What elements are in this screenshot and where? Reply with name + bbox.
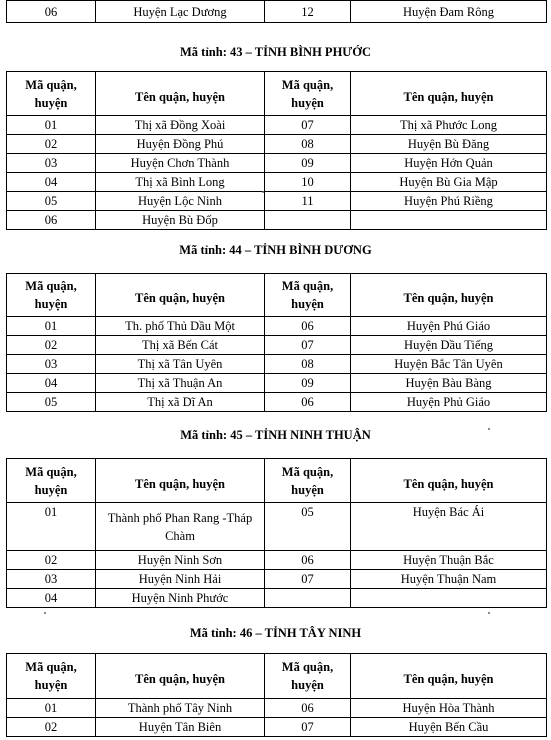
- district-name: Huyện Dầu Tiếng: [351, 336, 547, 355]
- district-name: Huyện Chơn Thành: [96, 154, 265, 173]
- table-header-row: [7, 72, 547, 116]
- top-continuation-table: [6, 0, 546, 23]
- section-title: Mã tỉnh: 44 – TỈNH BÌNH DƯƠNG: [179, 243, 372, 257]
- header-code: Mã quận, huyện: [7, 654, 96, 699]
- district-code: 06: [265, 699, 351, 718]
- district-code: 01: [7, 116, 96, 135]
- district-name: Huyện Bù Gia Mập: [351, 173, 547, 192]
- district-code: 04: [7, 374, 96, 393]
- header-name: Tên quận, huyện: [96, 72, 265, 116]
- district-name: Huyện Bù Đăng: [351, 135, 547, 154]
- table-row: [7, 551, 547, 570]
- district-name: Huyện Ninh Phước: [96, 589, 265, 608]
- scan-speck: [488, 428, 490, 430]
- district-code: 06: [265, 551, 351, 570]
- table-row: [7, 1, 547, 23]
- district-code: 08: [265, 135, 351, 154]
- table-header-row: [7, 654, 547, 699]
- header-name: Tên quận, huyện: [96, 654, 265, 699]
- table-row: [7, 374, 547, 393]
- table-row: [7, 192, 547, 211]
- table-row: [7, 570, 547, 589]
- district-name: Thị xã Tân Uyên: [96, 355, 265, 374]
- table-row: [7, 336, 547, 355]
- district-name: Thị xã Bến Cát: [96, 336, 265, 355]
- district-name: Huyện Bến Cầu: [351, 718, 547, 737]
- district-name: Thị xã Bình Long: [96, 173, 265, 192]
- district-code: 07: [265, 336, 351, 355]
- district-code: 09: [265, 154, 351, 173]
- table-row: [7, 503, 547, 551]
- district-name: Huyện Đam Rông: [351, 1, 547, 23]
- district-code: 05: [7, 192, 96, 211]
- district-name: Thị xã Đồng Xoài: [96, 116, 265, 135]
- district-code: 04: [7, 173, 96, 192]
- district-name: Thành phố Phan Rang -Tháp Chàm: [96, 503, 265, 551]
- header-code: Mã quận, huyện: [265, 274, 351, 317]
- district-name: Huyện Bàu Bàng: [351, 374, 547, 393]
- district-code: 06: [7, 1, 96, 23]
- header-name: Tên quận, huyện: [351, 654, 547, 699]
- district-name: Huyện Đồng Phú: [96, 135, 265, 154]
- table-row: [7, 173, 547, 192]
- section-title: Mã tỉnh: 45 – TỈNH NINH THUẬN: [180, 428, 371, 442]
- district-name: Huyện Phú Giáo: [351, 317, 547, 336]
- district-table: [6, 273, 546, 412]
- district-name: Thành phố Tây Ninh: [96, 699, 265, 718]
- district-code: 01: [7, 699, 96, 718]
- district-code: 02: [7, 336, 96, 355]
- district-name: Huyện Ninh Hải: [96, 570, 265, 589]
- district-code: 09: [265, 374, 351, 393]
- header-name: Tên quận, huyện: [351, 274, 547, 317]
- district-name: Huyện Thuận Bắc: [351, 551, 547, 570]
- district-name: Huyện Ninh Sơn: [96, 551, 265, 570]
- header-code: Mã quận, huyện: [265, 654, 351, 699]
- district-code: 11: [265, 192, 351, 211]
- district-name: Huyện Hòa Thành: [351, 699, 547, 718]
- table-row: [7, 317, 547, 336]
- district-table: [6, 458, 546, 608]
- header-name: Tên quận, huyện: [351, 459, 547, 503]
- scan-speck: [262, 191, 264, 193]
- header-name: Tên quận, huyện: [96, 459, 265, 503]
- table-header-row: [7, 459, 547, 503]
- district-code: 05: [7, 393, 96, 412]
- scan-speck: [44, 612, 46, 614]
- district-name: Huyện Lạc Dương: [96, 1, 265, 23]
- scan-speck: [488, 612, 490, 614]
- table-row: [7, 393, 547, 412]
- district-code: 07: [265, 116, 351, 135]
- district-code: 08: [265, 355, 351, 374]
- section-title: Mã tỉnh: 46 – TỈNH TÂY NINH: [189, 626, 362, 640]
- district-code: [265, 211, 351, 230]
- district-code: 07: [265, 570, 351, 589]
- district-code: 03: [7, 154, 96, 173]
- district-code: 06: [7, 211, 96, 230]
- table-row: [7, 154, 547, 173]
- district-name: [351, 589, 547, 608]
- header-code: Mã quận, huyện: [265, 459, 351, 503]
- district-name: Thị xã Phước Long: [351, 116, 547, 135]
- district-code: 02: [7, 718, 96, 737]
- header-name: Tên quận, huyện: [351, 72, 547, 116]
- district-code: 06: [265, 317, 351, 336]
- district-name: [351, 211, 547, 230]
- district-name: Huyện Phú Riềng: [351, 192, 547, 211]
- header-code: Mã quận, huyện: [7, 459, 96, 503]
- district-name: Huyện Bác Ái: [351, 503, 547, 551]
- district-name: Huyện Bù Đốp: [96, 211, 265, 230]
- district-code: [265, 589, 351, 608]
- district-code: 04: [7, 589, 96, 608]
- district-name: Thị xã Dĩ An: [96, 393, 265, 412]
- district-code: 05: [265, 503, 351, 551]
- district-code: 06: [265, 393, 351, 412]
- district-name: Huyện Lộc Ninh: [96, 192, 265, 211]
- district-name: Huyện Phủ Giáo: [351, 393, 547, 412]
- table-header-row: [7, 274, 547, 317]
- district-code: 02: [7, 135, 96, 154]
- district-code: 12: [265, 1, 351, 23]
- header-code: Mã quận, huyện: [7, 274, 96, 317]
- district-table: [6, 71, 546, 230]
- table-row: [7, 135, 547, 154]
- district-code: 03: [7, 570, 96, 589]
- table-row: [7, 699, 547, 718]
- header-code: Mã quận, huyện: [7, 72, 96, 116]
- district-name: Huyện Thuận Nam: [351, 570, 547, 589]
- district-name: Huyện Bắc Tân Uyên: [351, 355, 547, 374]
- district-name: Huyện Hớn Quản: [351, 154, 547, 173]
- district-code: 02: [7, 551, 96, 570]
- table-row: [7, 116, 547, 135]
- district-table: [6, 653, 546, 737]
- header-code: Mã quận, huyện: [265, 72, 351, 116]
- header-name: Tên quận, huyện: [96, 274, 265, 317]
- table-row: [7, 211, 547, 230]
- district-code: 01: [7, 503, 96, 551]
- table-row: [7, 355, 547, 374]
- district-name: Th. phố Thủ Dầu Một: [96, 317, 265, 336]
- district-code: 03: [7, 355, 96, 374]
- district-name: Huyện Tân Biên: [96, 718, 265, 737]
- district-code: 01: [7, 317, 96, 336]
- section-title: Mã tỉnh: 43 – TỈNH BÌNH PHƯỚC: [180, 45, 371, 59]
- district-code: 07: [265, 718, 351, 737]
- table-row: [7, 589, 547, 608]
- district-code: 10: [265, 173, 351, 192]
- table-row: [7, 718, 547, 737]
- district-name: Thị xã Thuận An: [96, 374, 265, 393]
